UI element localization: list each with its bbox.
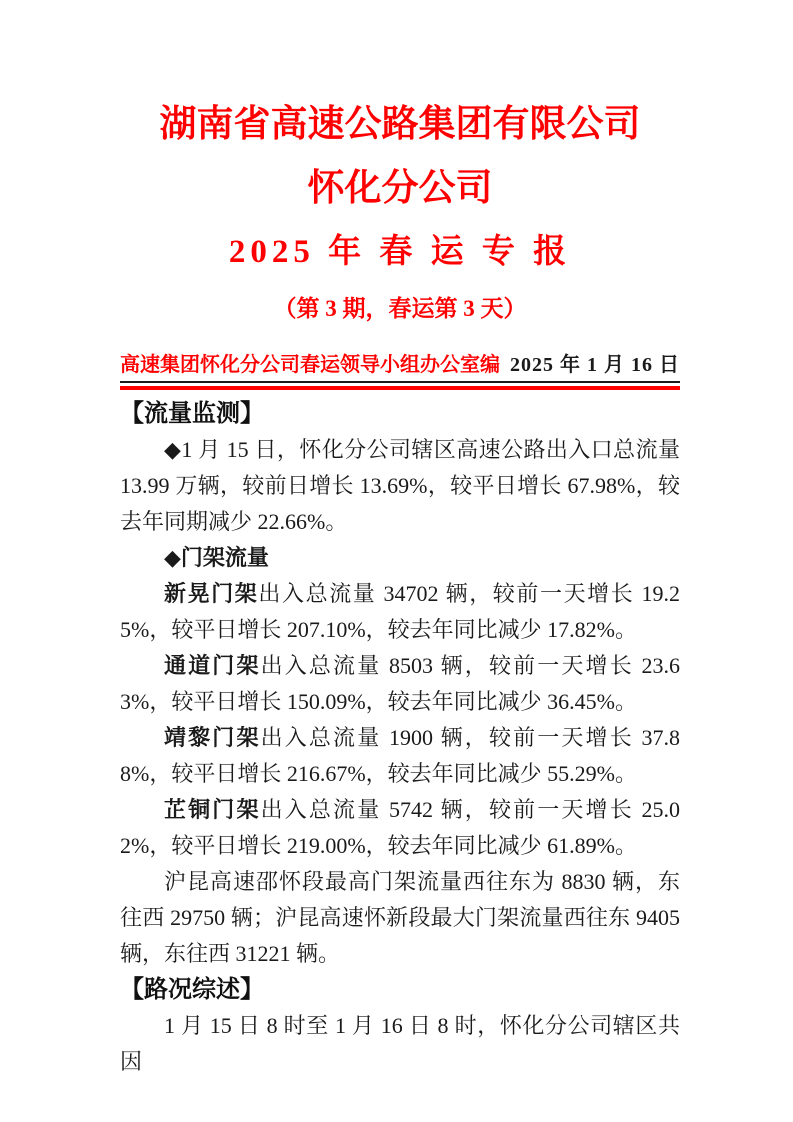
document-title-line-1: 湖南省高速公路集团有限公司	[159, 104, 641, 145]
masthead-row	[120, 353, 680, 383]
paragraph-text: 出入总流量 8503 辆，较前一天增长 23.63%，较平日增长 150.09%，较去年同比减少 36.45%。	[120, 653, 680, 714]
document-title-line-3: 2025 年 春 运 专 报	[228, 234, 572, 270]
red-divider-rule	[120, 386, 680, 390]
paragraph-text: ◆1 月 15 日，怀化分公司辖区高速公路出入口总流量 13.99 万辆，较前日增长 13.69%，较平日增长 67.98%，较去年同期减少 22.66%。	[120, 437, 680, 534]
paragraph-gantry-flow-heading	[120, 540, 680, 576]
paragraph-text: 沪昆高速邵怀段最高门架流量西往东为 8830 辆，东往西 29750 辆；沪昆高速怀新段最大门架流量西往东 9405 辆，东往西 31221 辆。	[120, 869, 680, 966]
section-heading-road-conditions: 【路况综述】	[120, 977, 264, 1003]
paragraph-lead: 通道门架	[164, 653, 261, 678]
masthead-editor: 高速集团怀化分公司春运领导小组办公室编	[120, 354, 500, 376]
paragraph-hukun-expressway	[120, 864, 680, 972]
paragraph-tongdao-gantry	[120, 648, 680, 720]
paragraph-text: 出入总流量 1900 辆，较前一天增长 37.88%，较平日增长 216.67%，较去年同比减少 55.29%。	[120, 725, 680, 786]
paragraph-text: 出入总流量 34702 辆，较前一天增长 19.25%，较平日增长 207.10%，较去年同比减少 17.82%。	[120, 581, 680, 642]
section-heading-traffic-monitoring: 【流量监测】	[120, 401, 264, 427]
paragraph-text: 1 月 15 日 8 时至 1 月 16 日 8 时，怀化分公司辖区共因	[120, 1013, 680, 1074]
paragraph-lead: ◆门架流量	[164, 545, 269, 570]
masthead-date: 2025 年 1 月 16 日	[510, 354, 680, 376]
paragraph-lead: 靖黎门架	[164, 725, 261, 750]
paragraph-xinhuang-gantry	[120, 576, 680, 648]
paragraph-road-conditions-intro	[120, 1008, 680, 1080]
paragraph-jingli-gantry	[120, 720, 680, 792]
paragraph-text: 出入总流量 5742 辆，较前一天增长 25.02%，较平日增长 219.00%，较去年同比减少 61.89%。	[120, 797, 680, 858]
document-subtitle: （第 3 期，春运第 3 天）	[273, 296, 527, 321]
paragraph-lead: 芷铜门架	[164, 797, 261, 822]
paragraph-lead: 新晃门架	[164, 581, 259, 606]
paragraph-total-flow	[120, 432, 680, 540]
document-title-line-2: 怀化分公司	[307, 168, 493, 209]
paragraph-zhitong-gantry	[120, 792, 680, 864]
